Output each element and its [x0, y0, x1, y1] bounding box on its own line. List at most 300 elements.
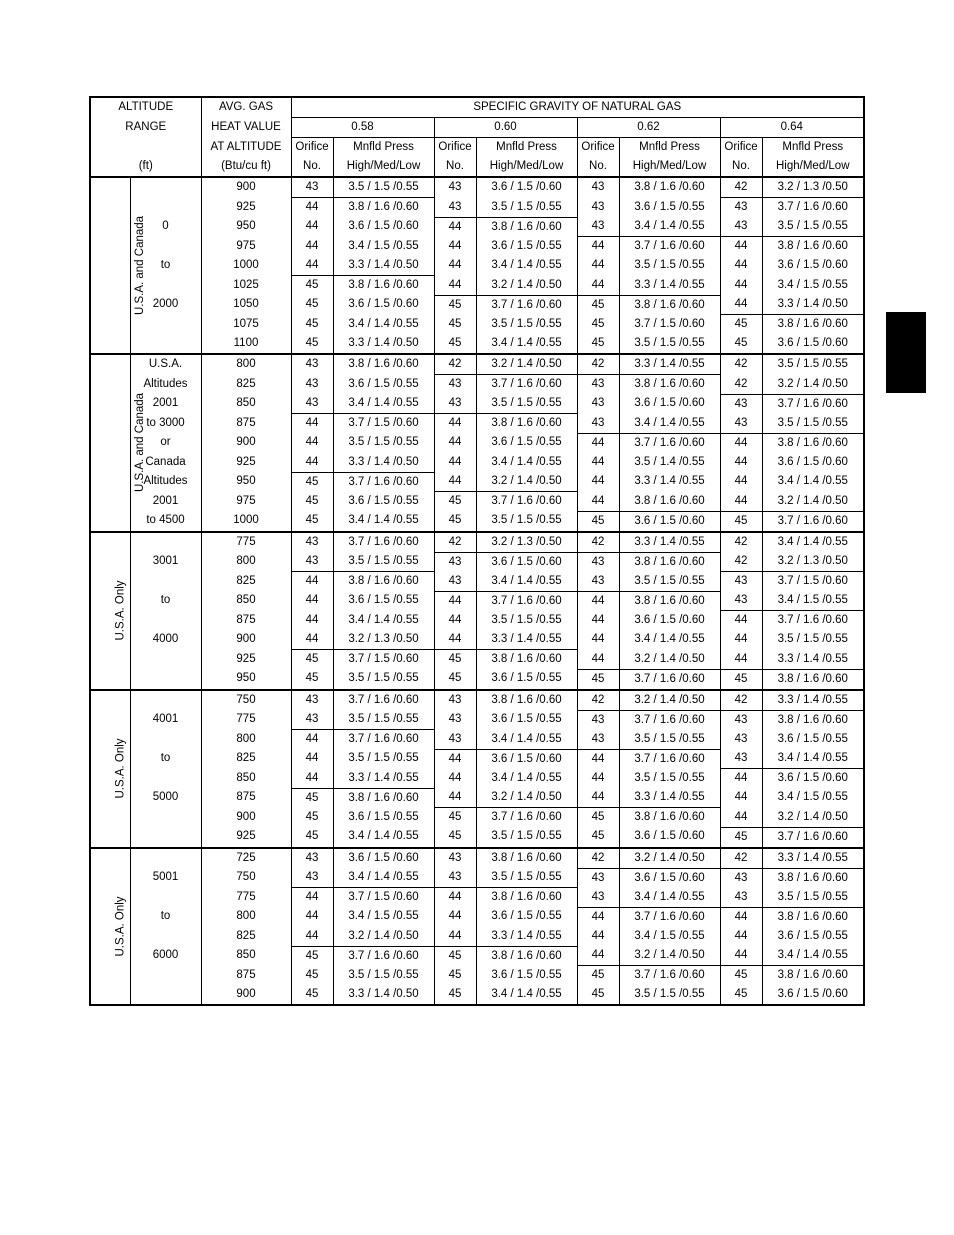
manifold-pressure-cell: 3.7 / 1.6 /0.60 — [619, 710, 720, 730]
manifold-pressure-cell: 3.5 / 1.5 /0.55 — [762, 217, 864, 237]
table-row — [90, 511, 864, 532]
manifold-pressure-cell: 3.7 / 1.6 /0.60 — [619, 669, 720, 690]
table-row — [90, 591, 864, 611]
heat-value-cell: 925 — [201, 827, 291, 848]
heat-value-cell: 900 — [201, 630, 291, 650]
heat-value-cell: 775 — [201, 532, 291, 553]
orifice-cell: 44 — [577, 492, 619, 512]
orifice-cell: 43 — [720, 749, 762, 769]
altitude-range-label — [130, 808, 201, 828]
orifice-size-table — [89, 96, 865, 1006]
orifice-cell: 43 — [434, 572, 476, 592]
orifice-cell: 44 — [720, 237, 762, 257]
orifice-cell: 43 — [720, 868, 762, 888]
heat-value-header: HEAT VALUE — [201, 118, 291, 138]
orifice-cell: 45 — [577, 295, 619, 315]
altitude-range-label — [130, 611, 201, 631]
manifold-pressure-cell: 3.2 / 1.4 /0.50 — [762, 492, 864, 512]
manifold-pressure-cell: 3.7 / 1.6 /0.60 — [476, 808, 577, 828]
orifice-cell: 43 — [577, 572, 619, 592]
orifice-cell: 44 — [434, 749, 476, 769]
table-row — [90, 730, 864, 750]
orifice-cell: 45 — [434, 315, 476, 335]
manifold-pressure-cell: 3.3 / 1.4 /0.55 — [619, 276, 720, 296]
manifold-pressure-cell: 3.8 / 1.6 /0.60 — [333, 572, 434, 592]
manifold-pressure-cell: 3.8 / 1.6 /0.60 — [333, 276, 434, 296]
manifold-pressure-cell: 3.8 / 1.6 /0.60 — [476, 414, 577, 434]
orifice-cell: 44 — [434, 788, 476, 808]
manifold-pressure-cell: 3.5 / 1.5 /0.55 — [333, 749, 434, 769]
orifice-cell: 45 — [434, 966, 476, 986]
heat-value-cell: 900 — [201, 177, 291, 198]
manifold-pressure-cell: 3.5 / 1.5 /0.55 — [333, 966, 434, 986]
manifold-pressure-cell: 3.5 / 1.5 /0.55 — [619, 334, 720, 354]
orifice-cell: 44 — [434, 888, 476, 908]
manifold-pressure-cell: 3.8 / 1.6 /0.60 — [619, 492, 720, 512]
orifice-cell: 45 — [291, 472, 333, 492]
manifold-pressure-cell: 3.5 / 1.5 /0.55 — [476, 611, 577, 631]
orifice-cell: 43 — [577, 217, 619, 237]
manifold-pressure-cell: 3.4 / 1.4 /0.55 — [762, 749, 864, 769]
altitude-range-label: Canada — [130, 453, 201, 473]
table-row — [90, 650, 864, 670]
heat-value-cell: 850 — [201, 946, 291, 966]
table-row — [90, 946, 864, 966]
orifice-cell: 44 — [434, 591, 476, 611]
orifice-cell: 44 — [434, 927, 476, 947]
orifice-cell: 43 — [720, 572, 762, 592]
manifold-pressure-cell: 3.6 / 1.5 /0.60 — [619, 827, 720, 848]
orifice-cell: 44 — [577, 611, 619, 631]
orifice-cell: 42 — [720, 848, 762, 869]
manifold-pressure-cell: 3.3 / 1.4 /0.50 — [333, 256, 434, 276]
altitude-range-label: to — [130, 591, 201, 611]
orifice-cell: 43 — [720, 710, 762, 730]
altitude-range-label — [130, 966, 201, 986]
altitude-range-label — [130, 334, 201, 354]
table-row — [90, 888, 864, 908]
orifice-cell: 44 — [291, 591, 333, 611]
orifice-cell: 44 — [291, 730, 333, 750]
manifold-pressure-cell: 3.2 / 1.4 /0.50 — [762, 808, 864, 828]
orifice-cell: 45 — [720, 315, 762, 335]
orifice-cell: 44 — [291, 453, 333, 473]
orifice-cell: 44 — [434, 414, 476, 434]
orifice-cell: 43 — [577, 394, 619, 414]
pressure-header: Mnfld Press — [619, 138, 720, 158]
manifold-pressure-cell: 3.5 / 1.5 /0.55 — [619, 572, 720, 592]
altitude-range-label — [130, 315, 201, 335]
heat-value-cell: 725 — [201, 848, 291, 869]
manifold-pressure-cell: 3.6 / 1.5 /0.55 — [476, 237, 577, 257]
orifice-cell: 45 — [434, 295, 476, 315]
orifice-cell: 45 — [720, 669, 762, 690]
heat-value-cell: 875 — [201, 414, 291, 434]
altitude-range-label: to 4500 — [130, 511, 201, 532]
orifice-cell: 45 — [577, 334, 619, 354]
manifold-pressure-cell: 3.7 / 1.5 /0.60 — [333, 650, 434, 670]
manifold-pressure-cell: 3.7 / 1.6 /0.60 — [762, 511, 864, 532]
orifice-cell: 44 — [577, 591, 619, 611]
orifice-cell: 45 — [291, 295, 333, 315]
orifice-cell: 42 — [577, 354, 619, 375]
manifold-pressure-cell: 3.2 / 1.3 /0.50 — [762, 177, 864, 198]
manifold-pressure-cell: 3.4 / 1.4 /0.55 — [476, 769, 577, 789]
heat-value-cell: 850 — [201, 394, 291, 414]
heat-value-header: AVG. GAS — [201, 97, 291, 118]
altitude-range-label — [130, 985, 201, 1005]
orifice-cell: 43 — [577, 730, 619, 750]
heat-value-header: (Btu/cu ft) — [201, 157, 291, 177]
pressure-header: High/Med/Low — [619, 157, 720, 177]
manifold-pressure-cell: 3.8 / 1.6 /0.60 — [619, 808, 720, 828]
manifold-pressure-cell: 3.5 / 1.5 /0.55 — [762, 888, 864, 908]
orifice-cell: 45 — [291, 511, 333, 532]
manifold-pressure-cell: 3.3 / 1.4 /0.55 — [619, 788, 720, 808]
table-row — [90, 827, 864, 848]
orifice-cell: 45 — [434, 511, 476, 532]
orifice-cell: 45 — [577, 315, 619, 335]
orifice-cell: 44 — [291, 572, 333, 592]
table-row — [90, 295, 864, 315]
orifice-cell: 43 — [577, 375, 619, 395]
orifice-cell: 44 — [291, 907, 333, 927]
orifice-cell: 43 — [291, 375, 333, 395]
manifold-pressure-cell: 3.6 / 1.5 /0.60 — [762, 985, 864, 1005]
manifold-pressure-cell: 3.7 / 1.6 /0.60 — [619, 237, 720, 257]
orifice-cell: 44 — [720, 295, 762, 315]
table-row — [90, 669, 864, 690]
region-label-cell — [90, 354, 147, 532]
orifice-cell: 43 — [434, 552, 476, 572]
orifice-cell: 44 — [291, 256, 333, 276]
altitude-range-label — [130, 848, 201, 869]
manifold-pressure-cell: 3.8 / 1.6 /0.60 — [762, 669, 864, 690]
orifice-cell: 44 — [577, 256, 619, 276]
altitude-range-label — [130, 532, 201, 553]
manifold-pressure-cell: 3.5 / 1.5 /0.55 — [333, 433, 434, 453]
manifold-pressure-cell: 3.8 / 1.6 /0.60 — [476, 848, 577, 869]
orifice-header: Orifice — [577, 138, 619, 158]
altitude-range-label — [130, 650, 201, 670]
altitude-range-label: to — [130, 256, 201, 276]
heat-value-cell: 800 — [201, 730, 291, 750]
manifold-pressure-cell: 3.7 / 1.6 /0.60 — [333, 946, 434, 966]
manifold-pressure-cell: 3.7 / 1.6 /0.60 — [476, 375, 577, 395]
altitude-range-label: 2001 — [130, 492, 201, 512]
orifice-cell: 44 — [577, 472, 619, 492]
gravity-060-header: 0.60 — [434, 118, 577, 138]
table-row — [90, 710, 864, 730]
orifice-cell: 44 — [577, 453, 619, 473]
manifold-pressure-cell: 3.2 / 1.4 /0.50 — [619, 690, 720, 711]
manifold-pressure-cell: 3.6 / 1.5 /0.55 — [476, 433, 577, 453]
manifold-pressure-cell: 3.6 / 1.5 /0.55 — [333, 492, 434, 512]
orifice-cell: 44 — [434, 630, 476, 650]
orifice-cell: 42 — [434, 354, 476, 375]
orifice-cell: 44 — [577, 788, 619, 808]
manifold-pressure-cell: 3.3 / 1.4 /0.55 — [619, 472, 720, 492]
manifold-pressure-cell: 3.2 / 1.3 /0.50 — [762, 552, 864, 572]
orifice-cell: 45 — [577, 669, 619, 690]
table-row — [90, 276, 864, 296]
manifold-pressure-cell: 3.7 / 1.6 /0.60 — [619, 433, 720, 453]
orifice-cell: 43 — [434, 730, 476, 750]
manifold-pressure-cell: 3.6 / 1.5 /0.60 — [333, 848, 434, 869]
orifice-header: No. — [434, 157, 476, 177]
heat-value-cell: 900 — [201, 808, 291, 828]
heat-value-header: AT ALTITUDE — [201, 138, 291, 158]
orifice-cell: 44 — [720, 808, 762, 828]
manifold-pressure-cell: 3.6 / 1.5 /0.55 — [476, 710, 577, 730]
gravity-058-header: 0.58 — [291, 118, 434, 138]
orifice-cell: 43 — [434, 710, 476, 730]
orifice-cell: 44 — [291, 927, 333, 947]
altitude-range-label: Altitudes — [130, 375, 201, 395]
orifice-cell: 44 — [720, 769, 762, 789]
orifice-cell: 44 — [720, 472, 762, 492]
manifold-pressure-cell: 3.4 / 1.4 /0.55 — [333, 394, 434, 414]
orifice-cell: 44 — [291, 237, 333, 257]
altitude-range-label — [130, 198, 201, 218]
orifice-cell: 44 — [720, 276, 762, 296]
manifold-pressure-cell: 3.2 / 1.3 /0.50 — [333, 630, 434, 650]
manifold-pressure-cell: 3.7 / 1.6 /0.60 — [333, 472, 434, 492]
orifice-cell: 44 — [577, 927, 619, 947]
altitude-range-header: RANGE — [90, 118, 201, 138]
table-row — [90, 572, 864, 592]
altitude-range-label: U.S.A. — [130, 354, 201, 375]
region-label: U.S.A. Only — [114, 896, 127, 957]
altitude-range-header: (ft) — [90, 157, 201, 177]
altitude-range-label: to 3000 — [130, 414, 201, 434]
orifice-cell: 43 — [577, 552, 619, 572]
manifold-pressure-cell: 3.5 / 1.4 /0.55 — [619, 453, 720, 473]
orifice-cell: 45 — [434, 650, 476, 670]
manifold-pressure-cell: 3.5 / 1.5 /0.55 — [476, 315, 577, 335]
altitude-range-header — [90, 138, 201, 158]
orifice-cell: 44 — [434, 453, 476, 473]
manifold-pressure-cell: 3.4 / 1.4 /0.55 — [476, 334, 577, 354]
heat-value-cell: 925 — [201, 453, 291, 473]
manifold-pressure-cell: 3.3 / 1.4 /0.55 — [476, 927, 577, 947]
orifice-cell: 43 — [434, 177, 476, 198]
manifold-pressure-cell: 3.3 / 1.4 /0.55 — [762, 848, 864, 869]
orifice-cell: 43 — [291, 354, 333, 375]
manifold-pressure-cell: 3.4 / 1.4 /0.55 — [476, 985, 577, 1005]
orifice-cell: 45 — [577, 966, 619, 986]
heat-value-cell: 950 — [201, 217, 291, 237]
manifold-pressure-cell: 3.7 / 1.6 /0.60 — [762, 198, 864, 218]
heat-value-cell: 925 — [201, 650, 291, 670]
heat-value-cell: 775 — [201, 888, 291, 908]
manifold-pressure-cell: 3.7 / 1.6 /0.60 — [476, 591, 577, 611]
manifold-pressure-cell: 3.2 / 1.4 /0.50 — [476, 788, 577, 808]
table-row — [90, 611, 864, 631]
orifice-cell: 44 — [434, 611, 476, 631]
manifold-pressure-cell: 3.4 / 1.4 /0.55 — [619, 888, 720, 908]
manifold-pressure-cell: 3.8 / 1.6 /0.60 — [619, 177, 720, 198]
manifold-pressure-cell: 3.2 / 1.3 /0.50 — [476, 532, 577, 553]
region-label: U.S.A. and Canada — [134, 393, 147, 493]
orifice-cell: 44 — [434, 237, 476, 257]
altitude-range-label: to — [130, 749, 201, 769]
manifold-pressure-cell: 3.7 / 1.6 /0.60 — [762, 827, 864, 848]
altitude-range-label: 6000 — [130, 946, 201, 966]
manifold-pressure-cell: 3.6 / 1.5 /0.60 — [619, 394, 720, 414]
manifold-pressure-cell: 3.3 / 1.4 /0.55 — [476, 630, 577, 650]
manifold-pressure-cell: 3.8 / 1.6 /0.60 — [476, 217, 577, 237]
orifice-cell: 44 — [434, 907, 476, 927]
table-row — [90, 532, 864, 553]
orifice-cell: 43 — [434, 848, 476, 869]
manifold-pressure-cell: 3.5 / 1.5 /0.55 — [333, 710, 434, 730]
altitude-range-label: to — [130, 907, 201, 927]
table-row — [90, 237, 864, 257]
orifice-cell: 43 — [577, 888, 619, 908]
orifice-cell: 45 — [720, 966, 762, 986]
altitude-range-label: Altitudes — [130, 472, 201, 492]
manifold-pressure-cell: 3.4 / 1.4 /0.55 — [619, 630, 720, 650]
orifice-cell: 43 — [720, 888, 762, 908]
orifice-header: No. — [720, 157, 762, 177]
orifice-cell: 42 — [720, 532, 762, 553]
manifold-pressure-cell: 3.7 / 1.6 /0.60 — [762, 611, 864, 631]
manifold-pressure-cell: 3.8 / 1.6 /0.60 — [619, 552, 720, 572]
manifold-pressure-cell: 3.4 / 1.5 /0.55 — [762, 276, 864, 296]
orifice-cell: 43 — [720, 217, 762, 237]
table-row — [90, 453, 864, 473]
orifice-cell: 44 — [720, 611, 762, 631]
manifold-pressure-cell: 3.6 / 1.5 /0.60 — [476, 552, 577, 572]
manifold-pressure-cell: 3.4 / 1.4 /0.55 — [476, 256, 577, 276]
orifice-cell: 45 — [291, 315, 333, 335]
manifold-pressure-cell: 3.3 / 1.4 /0.55 — [619, 532, 720, 553]
orifice-cell: 44 — [434, 256, 476, 276]
manifold-pressure-cell: 3.5 / 1.5 /0.55 — [619, 256, 720, 276]
manifold-pressure-cell: 3.3 / 1.4 /0.50 — [333, 985, 434, 1005]
heat-value-cell: 1075 — [201, 315, 291, 335]
altitude-range-label: 5001 — [130, 868, 201, 888]
manifold-pressure-cell: 3.4 / 1.4 /0.55 — [762, 532, 864, 553]
pressure-header: High/Med/Low — [476, 157, 577, 177]
orifice-cell: 42 — [577, 848, 619, 869]
orifice-cell: 45 — [577, 827, 619, 848]
region-label-cell — [90, 177, 147, 354]
orifice-cell: 42 — [720, 552, 762, 572]
manifold-pressure-cell: 3.3 / 1.4 /0.55 — [333, 769, 434, 789]
manifold-pressure-cell: 3.4 / 1.4 /0.55 — [619, 217, 720, 237]
altitude-range-label: 4000 — [130, 630, 201, 650]
altitude-range-label: 3001 — [130, 552, 201, 572]
orifice-header: No. — [577, 157, 619, 177]
region-label: U.S.A. Only — [114, 738, 127, 799]
altitude-range-label — [130, 177, 201, 198]
orifice-cell: 45 — [291, 650, 333, 670]
manifold-pressure-cell: 3.8 / 1.6 /0.60 — [333, 198, 434, 218]
manifold-pressure-cell: 3.6 / 1.5 /0.55 — [333, 591, 434, 611]
manifold-pressure-cell: 3.7 / 1.6 /0.60 — [476, 492, 577, 512]
heat-value-cell: 850 — [201, 591, 291, 611]
manifold-pressure-cell: 3.7 / 1.5 /0.60 — [333, 888, 434, 908]
table-row — [90, 256, 864, 276]
manifold-pressure-cell: 3.4 / 1.4 /0.55 — [476, 730, 577, 750]
manifold-pressure-cell: 3.7 / 1.5 /0.60 — [333, 414, 434, 434]
manifold-pressure-cell: 3.6 / 1.5 /0.60 — [619, 511, 720, 532]
table-row — [90, 630, 864, 650]
orifice-cell: 44 — [720, 907, 762, 927]
manifold-pressure-cell: 3.4 / 1.5 /0.55 — [762, 788, 864, 808]
altitude-range-label — [130, 927, 201, 947]
altitude-range-label: 5000 — [130, 788, 201, 808]
table-row — [90, 769, 864, 789]
orifice-cell: 44 — [577, 907, 619, 927]
heat-value-cell: 850 — [201, 769, 291, 789]
orifice-cell: 42 — [720, 690, 762, 711]
orifice-cell: 44 — [720, 650, 762, 670]
table-row — [90, 907, 864, 927]
orifice-cell: 45 — [577, 985, 619, 1005]
heat-value-cell: 1050 — [201, 295, 291, 315]
region-label: U.S.A. and Canada — [134, 215, 147, 316]
manifold-pressure-cell: 3.7 / 1.6 /0.60 — [619, 907, 720, 927]
manifold-pressure-cell: 3.3 / 1.4 /0.55 — [619, 354, 720, 375]
orifice-cell: 44 — [434, 769, 476, 789]
heat-value-cell: 925 — [201, 198, 291, 218]
manifold-pressure-cell: 3.5 / 1.5 /0.55 — [476, 511, 577, 532]
heat-value-cell: 775 — [201, 710, 291, 730]
orifice-cell: 44 — [291, 198, 333, 218]
orifice-cell: 44 — [720, 433, 762, 453]
orifice-cell: 43 — [291, 394, 333, 414]
manifold-pressure-cell: 3.7 / 1.6 /0.60 — [333, 730, 434, 750]
orifice-cell: 43 — [434, 394, 476, 414]
orifice-cell: 45 — [434, 827, 476, 848]
orifice-cell: 44 — [577, 769, 619, 789]
orifice-cell: 44 — [291, 414, 333, 434]
heat-value-cell: 825 — [201, 749, 291, 769]
manifold-pressure-cell: 3.2 / 1.4 /0.50 — [476, 472, 577, 492]
manifold-pressure-cell: 3.4 / 1.4 /0.55 — [333, 827, 434, 848]
manifold-pressure-cell: 3.4 / 1.4 /0.55 — [762, 946, 864, 966]
manifold-pressure-cell: 3.4 / 1.4 /0.55 — [333, 868, 434, 888]
orifice-cell: 42 — [720, 177, 762, 198]
manifold-pressure-cell: 3.4 / 1.4 /0.55 — [476, 572, 577, 592]
altitude-range-header: ALTITUDE — [90, 97, 201, 118]
manifold-pressure-cell: 3.6 / 1.5 /0.55 — [333, 375, 434, 395]
table-body — [90, 177, 864, 1005]
orifice-cell: 43 — [291, 868, 333, 888]
manifold-pressure-cell: 3.5 / 1.5 /0.55 — [476, 827, 577, 848]
orifice-cell: 43 — [577, 177, 619, 198]
orifice-cell: 45 — [291, 827, 333, 848]
manifold-pressure-cell: 3.8 / 1.6 /0.60 — [619, 375, 720, 395]
orifice-cell: 44 — [577, 749, 619, 769]
heat-value-cell: 975 — [201, 492, 291, 512]
table-row — [90, 808, 864, 828]
orifice-cell: 45 — [434, 492, 476, 512]
manifold-pressure-cell: 3.6 / 1.5 /0.55 — [619, 198, 720, 218]
altitude-range-label — [130, 690, 201, 711]
manifold-pressure-cell: 3.8 / 1.6 /0.60 — [762, 966, 864, 986]
manifold-pressure-cell: 3.6 / 1.5 /0.60 — [619, 868, 720, 888]
manifold-pressure-cell: 3.6 / 1.5 /0.55 — [476, 966, 577, 986]
heat-value-cell: 800 — [201, 552, 291, 572]
orifice-cell: 43 — [577, 868, 619, 888]
orifice-header: Orifice — [291, 138, 333, 158]
orifice-cell: 45 — [291, 276, 333, 296]
manifold-pressure-cell: 3.7 / 1.5 /0.60 — [762, 572, 864, 592]
